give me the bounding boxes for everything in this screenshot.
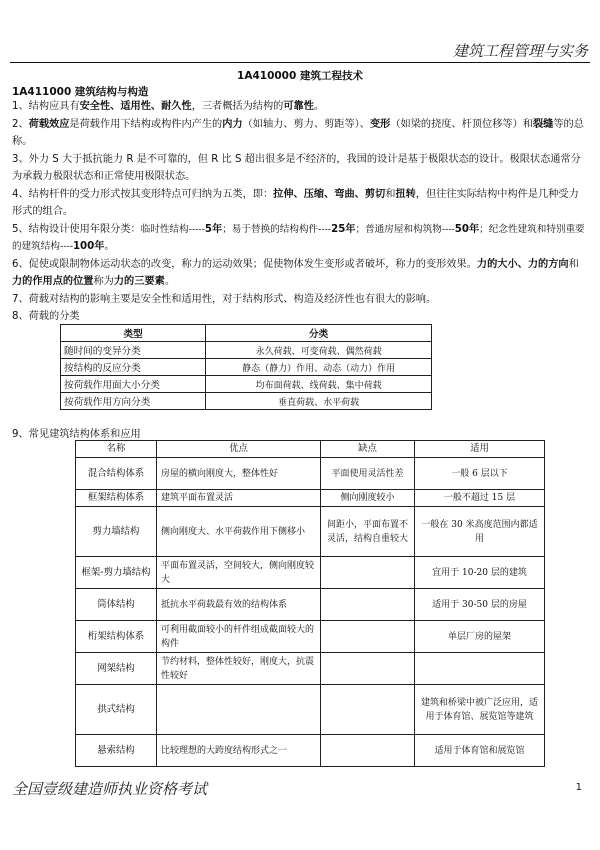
structure-systems-table	[75, 440, 545, 767]
p2-bold: 内力	[222, 118, 243, 130]
table-cell: 悬索结构	[76, 735, 157, 767]
column-header: 缺点	[321, 441, 415, 458]
table-cell	[321, 735, 415, 767]
p4-bold: 扭转	[395, 188, 416, 200]
table-row	[76, 685, 545, 735]
footer-title: 全国壹级建造师执业资格考试	[12, 780, 208, 798]
p5-bold: 25年	[331, 223, 356, 235]
table-row	[76, 653, 545, 685]
table-row	[76, 458, 545, 490]
table-cell: 按荷载作用面大小分类	[61, 376, 206, 393]
table-cell: 剪力墙结构	[76, 507, 157, 557]
table-cell: 单层厂房的屋架	[415, 621, 545, 653]
table-cell: 均布面荷载、线荷载、集中荷载	[206, 376, 432, 393]
p6-text: 和	[568, 258, 579, 270]
table-cell: 按荷载作用方向分类	[61, 393, 206, 410]
column-header: 优点	[157, 441, 321, 458]
table-cell: 间距小，平面布置不灵活，结构自重较大	[321, 507, 415, 557]
page-number: 1	[575, 782, 582, 793]
table-cell	[321, 589, 415, 621]
table-cell: 侧向刚度大、水平荷载作用下侧移小	[157, 507, 321, 557]
document-title: 1A410000 建筑工程技术	[237, 70, 363, 82]
table-cell: 混合结构体系	[76, 458, 157, 490]
table-cell: 适用于 30-50 层的房屋	[415, 589, 545, 621]
table-row	[76, 621, 545, 653]
header-title: 建筑工程管理与实务	[452, 42, 588, 60]
p5-bold: 5年	[204, 223, 223, 235]
table-cell: 框架-剪力墙结构	[76, 557, 157, 589]
p2-text: （如轴力、剪力、剪距等）、	[242, 118, 370, 130]
p5-text: ；普通房屋和构筑物----	[355, 223, 455, 235]
p5-text: 5、结构设计使用年限分类：	[12, 223, 141, 235]
p1-text: 。	[313, 101, 325, 112]
table-row	[61, 393, 432, 410]
section-heading: 1A411000 建筑结构与构造	[12, 86, 149, 98]
paragraph-7: 7、荷载对结构的影响主要是安全性和适用性，对于结构形式、构造及经济性也有很大的影响。	[12, 293, 437, 305]
table-cell: 平面布置灵活，空间较大，侧向刚度较大	[157, 557, 321, 589]
table-cell: 侧向刚度较小	[321, 490, 415, 507]
table-cell: 宜用于 10-20 层的建筑	[415, 557, 545, 589]
p4-text: 4、结构杆件的受力形式按其变形特点可归纳为五类，即：	[12, 188, 274, 200]
p2-text: 是荷载作用下结构或构件内产生的	[69, 118, 223, 130]
paragraph-4	[12, 186, 588, 221]
paragraph-1	[12, 98, 588, 116]
table-cell	[157, 685, 321, 735]
table-cell: 建筑和桥梁中被广泛应用，适用于体育馆、展览馆等建筑	[415, 685, 545, 735]
table-cell	[321, 621, 415, 653]
p6-bold: 力的大小、力的方向	[476, 258, 569, 270]
table-cell: 适用于体育馆和展览馆	[415, 735, 545, 767]
table-row	[76, 557, 545, 589]
p5-bold: 50年	[454, 223, 480, 235]
table-cell	[321, 557, 415, 589]
column-header: 适用	[415, 441, 545, 458]
table-header-row	[61, 325, 432, 342]
table-cell: 节约材料，整体性较好，刚度大，抗震性较好	[157, 653, 321, 685]
p4-bold: 拉伸、压缩、弯曲、剪切	[273, 188, 386, 200]
p4-text: 和	[385, 188, 396, 200]
table-row	[76, 735, 545, 767]
paragraph-8: 8、荷载的分类	[12, 311, 80, 322]
load-classification-table	[60, 324, 432, 410]
p2-bold: 裂缝	[532, 118, 554, 130]
table-cell: 静态（静力）作用、动态（动力）作用	[206, 359, 432, 376]
table-row	[76, 589, 545, 621]
table-row	[76, 507, 545, 557]
paragraph-2	[12, 116, 588, 151]
table-cell: 桁架结构体系	[76, 621, 157, 653]
table-row	[61, 376, 432, 393]
p1-bold: 安全性、适用性、耐久性	[79, 101, 192, 112]
table-cell	[415, 653, 545, 685]
table-cell: 永久荷载、可变荷载、偶然荷载	[206, 342, 432, 359]
table-cell: 随时间的变异分类	[61, 342, 206, 359]
table-cell	[321, 685, 415, 735]
table-row	[61, 359, 432, 376]
column-header: 名称	[76, 441, 157, 458]
column-header: 分类	[206, 325, 432, 342]
p1-text: ，三者概括为结构的	[191, 101, 284, 112]
p5-bold: 100年	[72, 241, 105, 252]
p2-text: 2、	[12, 118, 29, 130]
header-divider	[10, 62, 590, 63]
table-cell: 网架结构	[76, 653, 157, 685]
table-cell: 平面使用灵活性差	[321, 458, 415, 490]
p5-text: 。	[104, 241, 115, 252]
structure-systems-heading: 9、常见建筑结构体系和应用	[12, 429, 141, 440]
table-cell: 一般在 30 米高度范围内都适用	[415, 507, 545, 557]
p5-text: 临时性结构-----	[140, 223, 205, 235]
p6-text: 6、促使或限制物体运动状态的改变，称力的运动效果；促使物体发生变形或者破坏，称力的变形效果。	[12, 258, 477, 270]
table-cell: 按结构的反应分类	[61, 359, 206, 376]
p6-bold: 力的三要素	[113, 276, 165, 287]
table-cell: 可利用截面较小的杆件组成截面较大的构件	[157, 621, 321, 653]
table-cell: 建筑平面布置灵活	[157, 490, 321, 507]
table-cell: 拱式结构	[76, 685, 157, 735]
column-header: 类型	[61, 325, 206, 342]
p1-bold: 可靠性	[283, 101, 314, 112]
table-cell: 一般不超过 15 层	[415, 490, 545, 507]
p6-text: 称为	[93, 276, 114, 287]
p1-text: 1、结构应具有	[12, 101, 80, 112]
table-cell	[321, 653, 415, 685]
p2-text: 等的总称。	[12, 118, 584, 147]
p6-bold: 力的作用点的位置	[12, 276, 94, 287]
table-cell: 垂直荷载、水平荷载	[206, 393, 432, 410]
p2-bold: 变形	[369, 118, 391, 130]
p5-text: ；易于替换的结构构件----	[222, 223, 332, 235]
p2-text: （如梁的挠度、杆顶位移等）和	[390, 118, 533, 130]
p4-text: ，但往往实际结构中构件是几种受力形式的组合。	[12, 188, 579, 217]
table-cell: 比较理想的大跨度结构形式之一	[157, 735, 321, 767]
table-header-row	[76, 441, 545, 458]
paragraph-3: 3、外力 S 大于抵抗能力 R 是不可靠的，但 R 比 S 超出很多是不经济的，我国的设计是基于极限状态的设计。极限状态通常分为承载力极限状态和正常使用极限状态。	[12, 153, 581, 182]
p2-bold: 荷载效应	[28, 118, 70, 130]
p5-text: ；纪念性建筑和特别重要的建筑结构----	[12, 223, 585, 252]
table-row	[61, 342, 432, 359]
table-row	[76, 490, 545, 507]
content-body	[12, 98, 588, 326]
paragraph-5	[12, 221, 588, 256]
table-cell: 房屋的横向刚度大，整体性好	[157, 458, 321, 490]
paragraph-6	[12, 256, 588, 291]
table-cell: 筒体结构	[76, 589, 157, 621]
p6-text: 。	[164, 276, 175, 287]
table-cell: 抵抗水平荷载最有效的结构体系	[157, 589, 321, 621]
table-cell: 一般 6 层以下	[415, 458, 545, 490]
table-cell: 框架结构体系	[76, 490, 157, 507]
